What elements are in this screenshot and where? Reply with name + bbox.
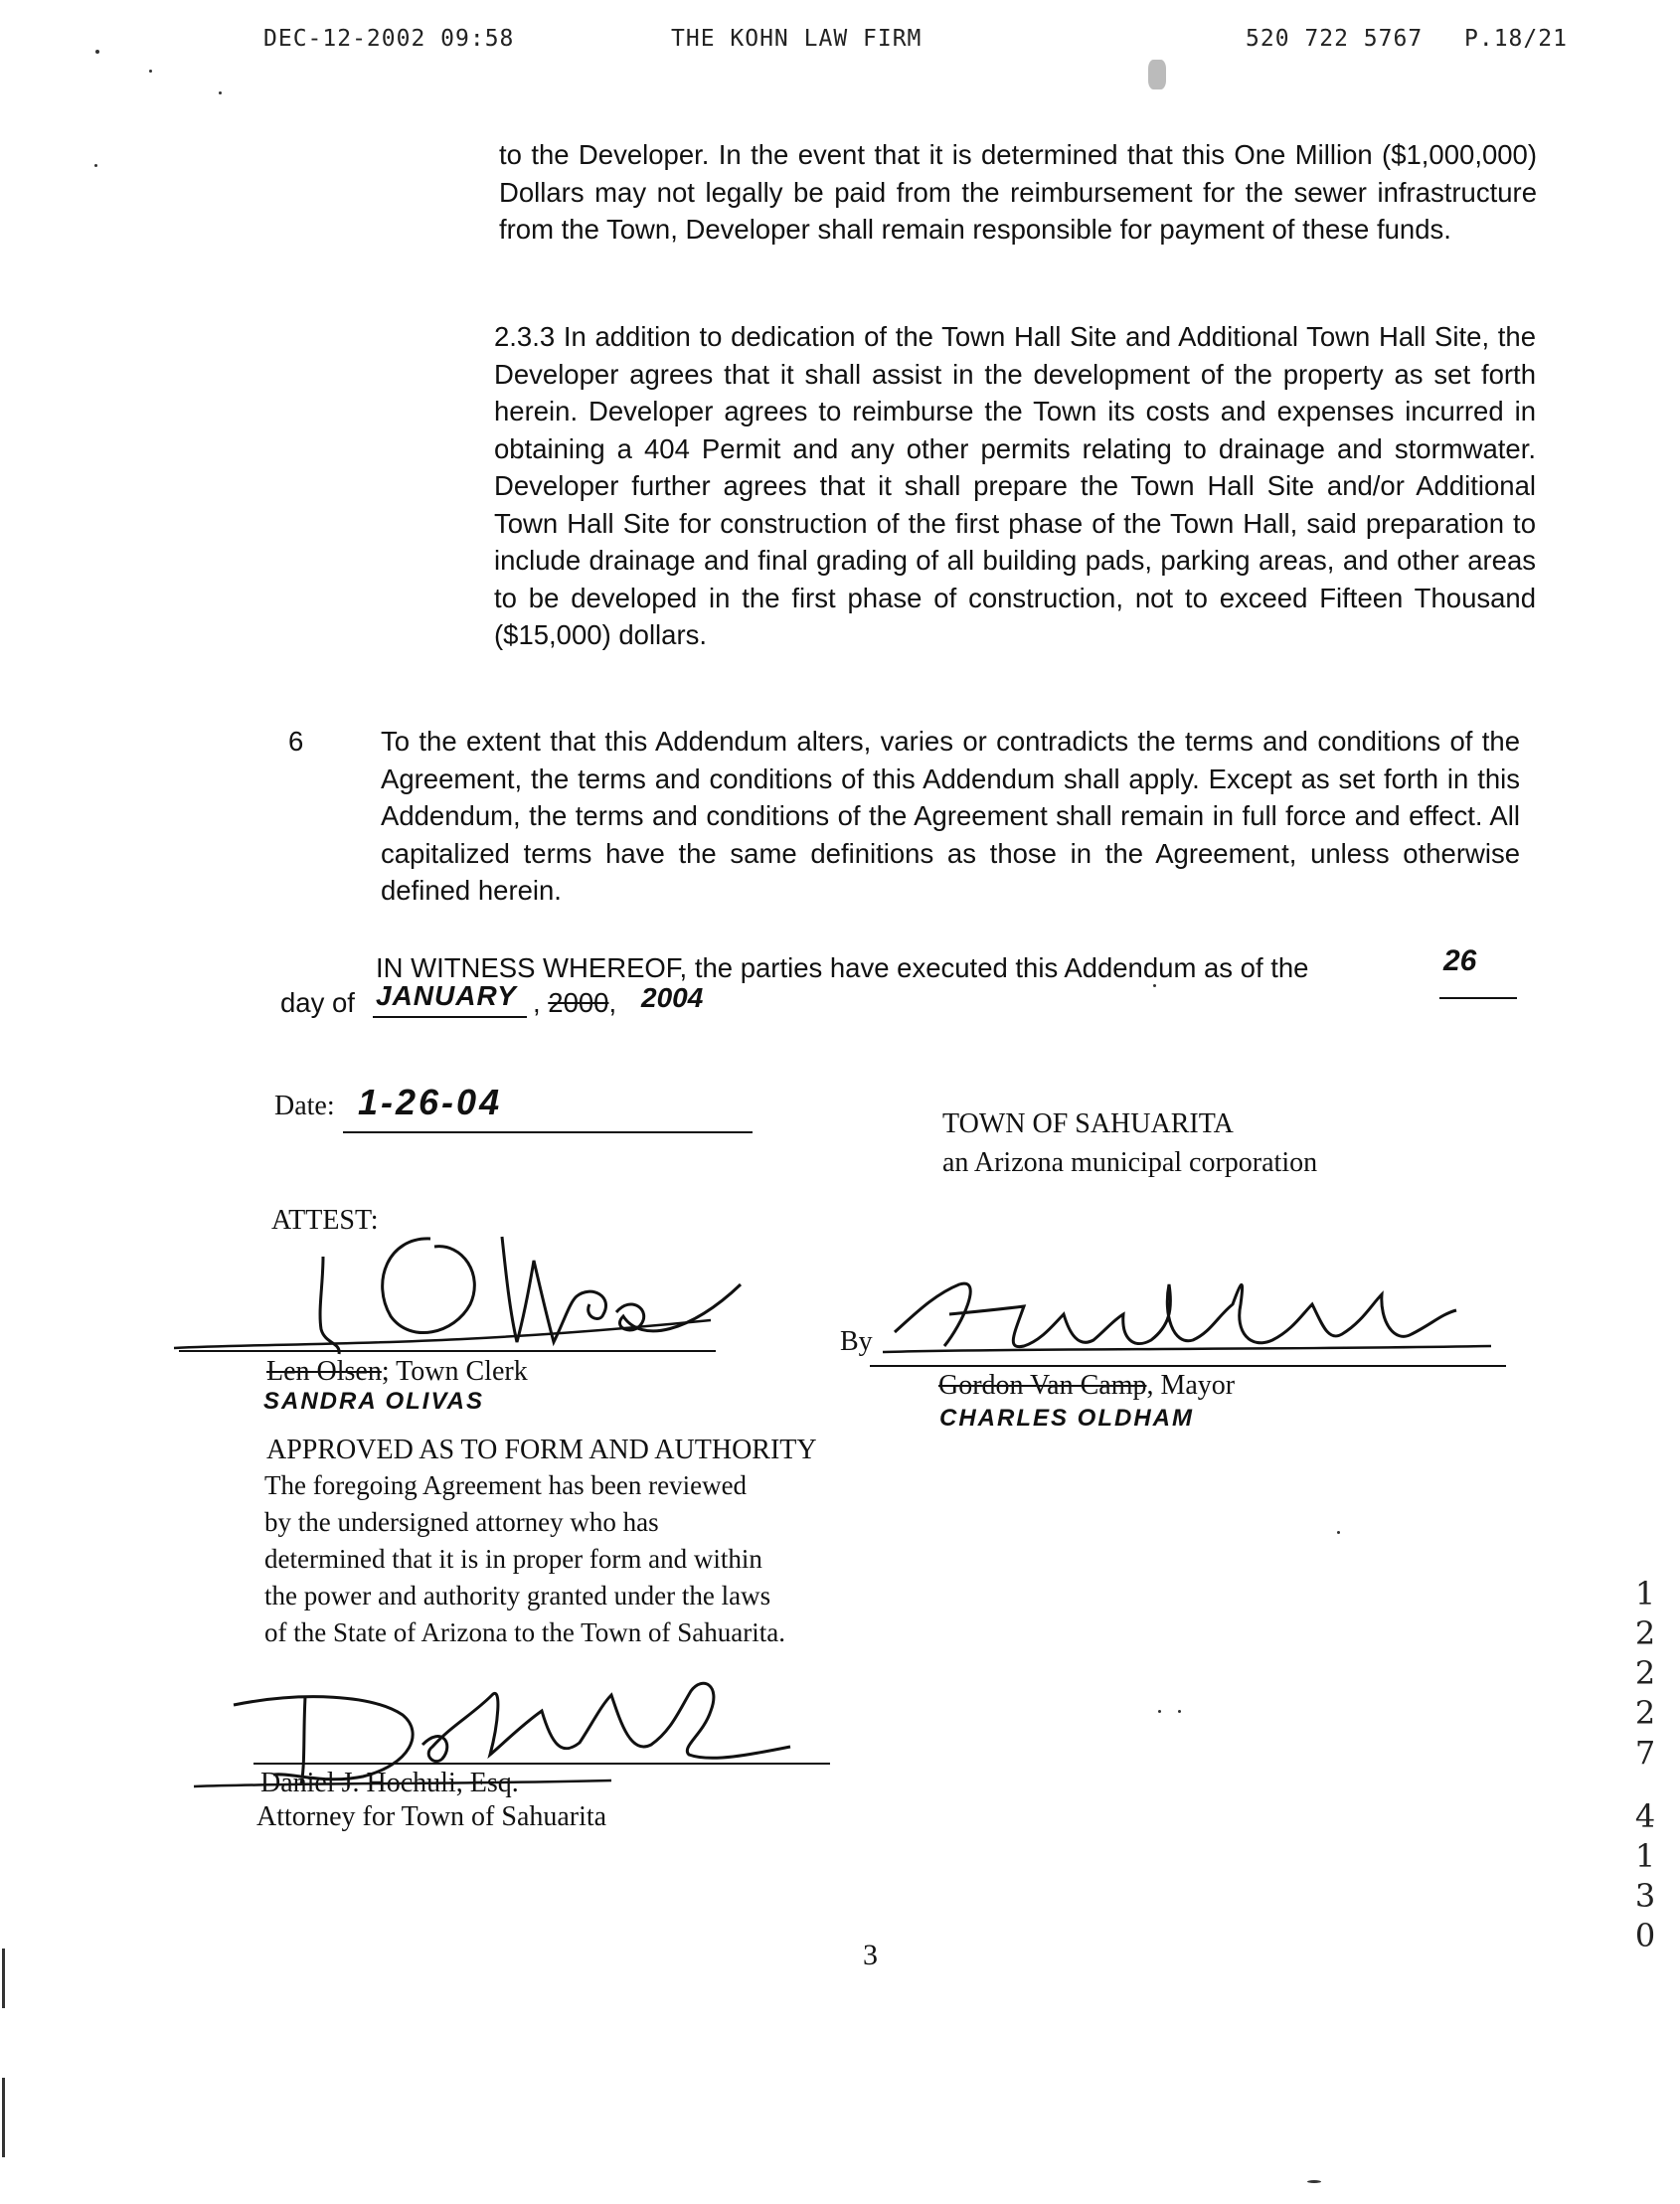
attorney-title: Attorney for Town of Sahuarita [256, 1801, 607, 1832]
paragraph-section-6: To the extent that this Addendum alters, varies or contradicts the terms and conditions of the Agreement, the terms and conditions of this Addendum shall apply. Except as set forth in this Addendum, the terms and conditions of the Agreement shall remain in full force and effect. All capitalized terms have the same definitions as those in the Agreement, unless otherwise defined herein. [381, 726, 1520, 906]
paragraph-continuation: to the Developer. In the event that it is determined that this One Million ($1,000,000) Dollars may not legally be paid from the reimbursement for the sewer infrastructure from the Town, Developer shall remain responsible for payment of these funds. [499, 139, 1537, 245]
approval-line: by the undersigned attorney who has [264, 1507, 659, 1537]
town-clerk-name-handwritten: SANDRA OLIVAS [263, 1388, 485, 1415]
town-clerk-name-struck: Len Olsen [266, 1356, 382, 1387]
section-6-number: 6 [288, 726, 304, 757]
side-stamp-digit: 2 [1634, 1694, 1656, 1732]
approval-line: of the State of Arizona to the Town of Sahuarita. [264, 1617, 785, 1647]
mayor-title: Mayor [1160, 1370, 1236, 1401]
witness-month-handwritten: JANUARY [376, 980, 517, 1011]
scan-speck [94, 164, 97, 167]
town-name: TOWN OF SAHUARITA [942, 1108, 1234, 1139]
page-number: 3 [863, 1939, 878, 1971]
mayor-signature-line [870, 1365, 1506, 1367]
paragraph-section-2-3-3: 2.3.3 In addition to dedication of the Town Hall Site and Additional Town Hall Site, the Developer agrees that it shall assist in the development of the property as set forth herein. Developer agrees to reimburse the Town its costs and expenses incurred in obtaining a 404 Permit and any other permits relating to drainage and stormwater. Developer further agrees that it shall prepare the Town Hall Site and/or Additional Town Hall Site for construction of the first phase of the Town Hall, said preparation to include drainage and final grading of all building pads, parking areas, and other areas to be developed in the first phase of construction, not to exceed Fifteen Thousand ($15,000) dollars. [494, 321, 1536, 650]
approval-heading: APPROVED AS TO FORM AND AUTHORITY [266, 1435, 817, 1465]
witness-day-of: day of [280, 987, 355, 1018]
mayor-name-struck: Gordon Van Camp [938, 1370, 1147, 1401]
scan-edge-mark [2, 2078, 5, 2157]
side-stamp-digit: 4 [1634, 1797, 1656, 1835]
attorney-signature-line [253, 1763, 830, 1765]
approval-line: determined that it is in proper form and within [264, 1544, 762, 1574]
scan-speck [1307, 2180, 1321, 2183]
fax-page: P.18/21 [1464, 26, 1568, 52]
witness-day-handwritten: 26 [1443, 944, 1477, 977]
scan-speck [1158, 1710, 1161, 1713]
fax-sender: THE KOHN LAW FIRM [671, 26, 923, 52]
side-stamp-digit: 2 [1634, 1654, 1656, 1692]
witness-text: IN WITNESS WHEREOF, the parties have executed this Addendum as of the [376, 952, 1309, 983]
town-description: an Arizona municipal corporation [942, 1147, 1318, 1178]
approval-line: the power and authority granted under the laws [264, 1581, 771, 1611]
scan-speck [219, 91, 222, 94]
scan-speck [149, 70, 152, 73]
scan-edge-mark [2, 1949, 5, 2008]
mayor-name-handwritten: CHARLES OLDHAM [939, 1405, 1194, 1432]
side-stamp-digit: 1 [1634, 1837, 1656, 1875]
scan-speck [1337, 1531, 1340, 1534]
town-clerk-title: Town Clerk [396, 1356, 528, 1387]
witness-day-underline [1439, 997, 1517, 999]
town-clerk-signature [174, 1225, 770, 1364]
scan-smudge [1148, 60, 1166, 89]
town-clerk-signature-line [179, 1350, 716, 1352]
mayor-signature [875, 1255, 1491, 1374]
date-value-handwritten: 1-26-04 [358, 1082, 503, 1122]
side-stamp-digit: 1 [1634, 1575, 1656, 1612]
witness-year-handwritten: 2004 [641, 982, 704, 1013]
fax-phone: 520 722 5767 [1246, 26, 1424, 52]
witness-month-underline [373, 1016, 527, 1018]
approval-text [264, 1467, 785, 1651]
approval-line: The foregoing Agreement has been reviewed [264, 1470, 748, 1500]
fax-date-time: DEC-12-2002 09:58 [263, 26, 515, 52]
side-recording-stamp [1628, 1574, 1662, 1955]
mayor-by-label: By [840, 1326, 873, 1357]
attorney-name: Daniel J. Hochuli, Esq. [260, 1768, 519, 1798]
attest-label: ATTEST: [271, 1205, 379, 1236]
side-stamp-digit: 0 [1634, 1917, 1656, 1954]
date-underline [343, 1131, 753, 1133]
witness-year-struck: 2000 [548, 987, 609, 1018]
scan-speck [1178, 1710, 1181, 1713]
date-label: Date: [274, 1091, 335, 1121]
side-stamp-digit: 2 [1634, 1614, 1656, 1652]
scan-speck [95, 50, 99, 54]
side-stamp-digit: 7 [1634, 1734, 1656, 1772]
side-stamp-digit: 3 [1634, 1877, 1656, 1915]
